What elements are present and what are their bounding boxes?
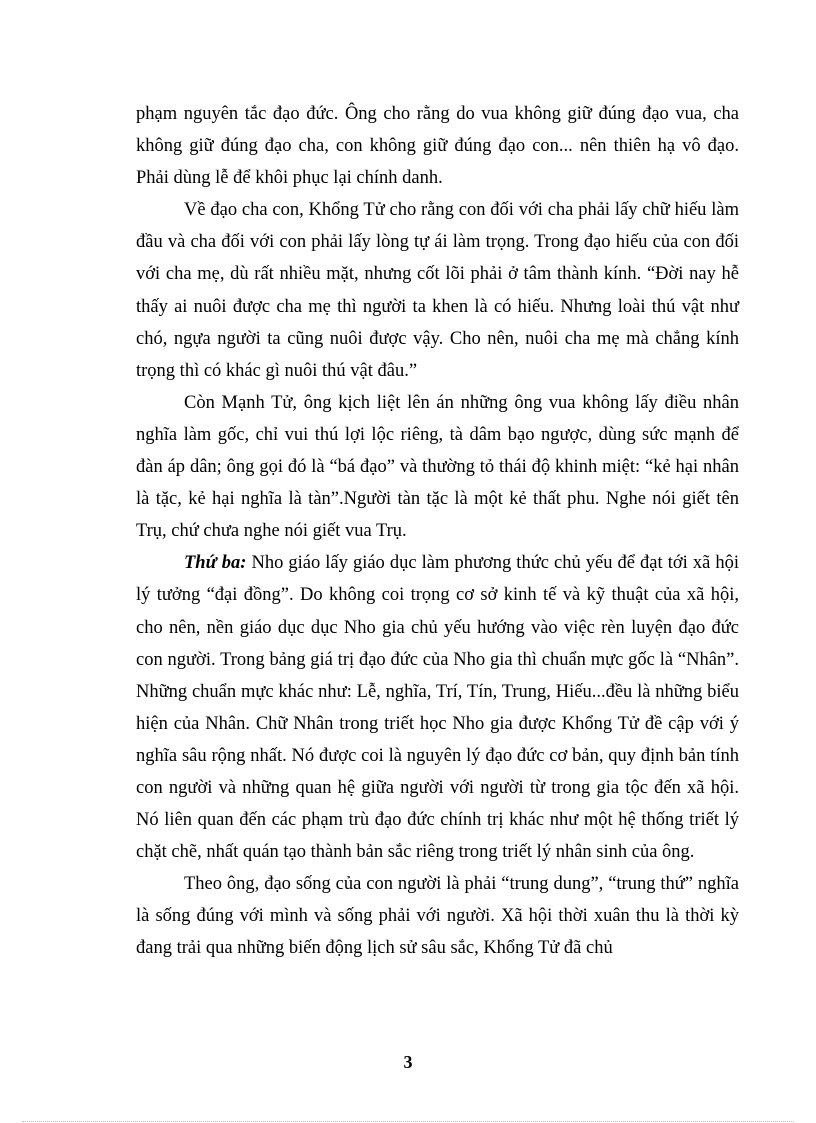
paragraph-third-point-text: Nho giáo lấy giáo dục làm phương thức chủ yếu để đạt tới xã hội lý tưởng “đại đồng”. Do không coi trọng cơ sở kinh tế và kỹ thuật của xã hội, cho nên, nền giáo dục dục Nho gia chủ yếu hướng vào việc rèn luyện đạo đức con người. Trong bảng giá trị đạo đức của Nho gia thì chuẩn mực gốc là “Nhân”. Những chuẩn mực khác như: Lễ, nghĩa, Trí, Tín, Trung, Hiếu...đều là những biểu hiện của Nhân. Chữ Nhân trong triết học Nho gia được Khổng Tử đề cập với ý nghĩa sâu rộng nhất. Nó được coi là nguyên lý đạo đức cơ bản, quy định bản tính con người và những quan hệ giữa người với người từ trong gia tộc đến xã hội. Nó liên quan đến các phạm trù đạo đức chính trị khác như một hệ thống triết lý chặt chẽ, nhất quán tạo thành bản sắc riêng trong triết lý nhân sinh của ông. [136,553,740,863]
paragraph-father-son: Về đạo cha con, Khổng Tử cho rằng con đối với cha phải lấy chữ hiếu làm đầu và cha đối với con phải lấy lòng tự ái làm trọng. Trong đạo hiếu của con đối với cha mẹ, dù rất nhiều mặt, nhưng cốt lõi phải ở tâm thành kính. “Đời nay hễ thấy ai nuôi được cha mẹ thì người ta khen là có hiếu. Nhưng loài thú vật như chó, ngựa người ta cũng nuôi được vậy. Cho nên, nuôi cha mẹ mà chẳng kính trọng thì có khác gì nuôi thú vật đâu.” [136,200,739,381]
paragraph-way-of-living: Theo ông, đạo sống của con người là phải “trung dung”, “trung thứ” nghĩa là sống đúng với mình và sống phải với người. Xã hội thời xuân thu là thời kỳ đang trải qua những biến động lịch sử sâu sắc, Khổng Tử đã chủ [136,874,739,959]
paragraph-third-point [136,547,739,868]
body-text [136,98,739,965]
paragraph-mencius: Còn Mạnh Tử, ông kịch liệt lên án những ông vua không lấy điều nhân nghĩa làm gốc, chỉ vui thú lợi lộc riêng, tà dâm bạo ngược, dùng sức mạnh để đàn áp dân; ông gọi đó là “bá đạo” và thường tỏ thái độ khinh miệt: “kẻ hại nhân là tặc, kẻ hại nghĩa là tàn”.Người tàn tặc là một kẻ thất phu. Nghe nói giết tên Trụ, chứ chưa nghe nói giết vua Trụ. [136,392,739,542]
paragraph-continuation: phạm nguyên tắc đạo đức. Ông cho rằng do vua không giữ đúng đạo vua, cha không giữ đúng đạo cha, con không giữ đúng đạo con... nên thiên hạ vô đạo. Phải dùng lễ để khôi phục lại chính danh. [136,104,739,189]
paragraph-lead: Thứ ba: [184,553,247,574]
page-bottom-divider [22,1121,794,1122]
page-number: 3 [403,1052,413,1072]
